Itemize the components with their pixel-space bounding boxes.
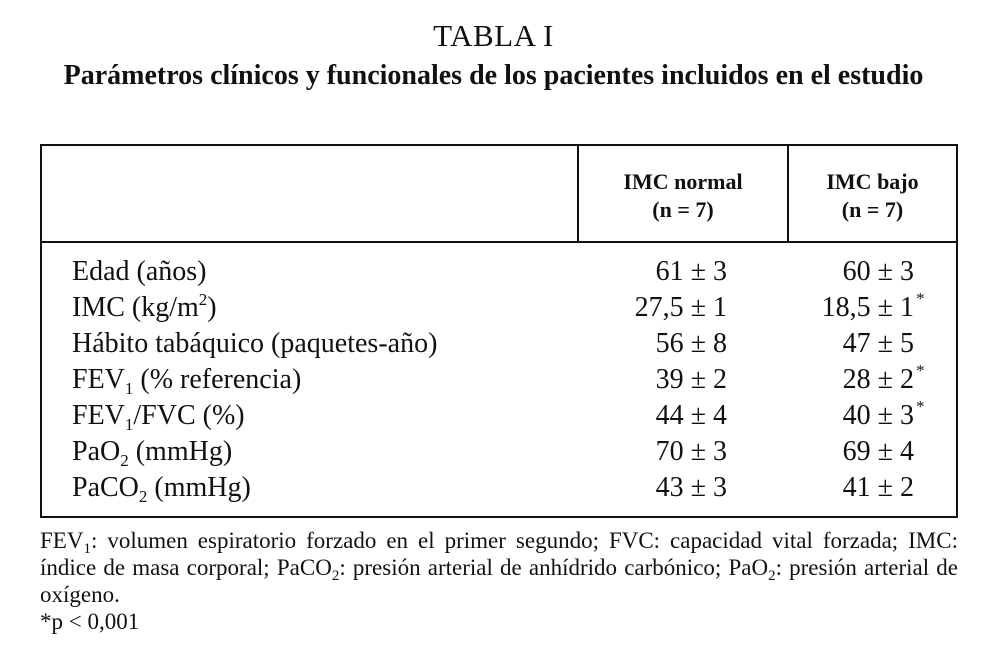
table-body [42,254,956,506]
column-header-n: (n = 7) [841,197,904,222]
table-row [42,326,956,362]
cell-imc-normal: 43 ± 3 [655,472,727,503]
column-header-imc-bajo [789,168,956,224]
cell-imc-bajo [821,289,925,326]
table-title: TABLA I [433,18,554,53]
cell-imc-bajo [843,254,914,290]
cell-imc-normal: 39 ± 2 [655,364,727,395]
header-divider [42,241,956,243]
table-row [42,290,956,326]
cell-imc-normal: 61 ± 3 [655,256,727,287]
cell-imc-bajo [843,470,914,506]
cell-imc-normal: 27,5 ± 1 [634,292,727,323]
cell-value: 28 ± 2 [842,364,914,395]
row-label: PaCO$_2$ (mmHg) [72,472,251,506]
column-header-n: (n = 7) [652,197,714,222]
data-table [40,144,958,518]
table-row [42,254,956,290]
row-label: $FEV_1$/FVC (%) [72,400,245,434]
cell-value: 69 ± 4 [842,436,914,467]
row-label: Hábito tabáquico (paquetes-año) [72,328,438,359]
cell-value: 41 ± 2 [842,472,914,503]
row-label: Edad (años) [72,256,207,287]
cell-value: 18,5 ± 1 [821,292,914,323]
cell-imc-bajo [842,397,925,434]
significance-marker: * [916,397,925,416]
column-header-name: IMC normal [623,169,743,194]
cell-imc-normal: 70 ± 3 [655,436,727,467]
cell-imc-bajo [843,326,914,362]
table-subtitle: Parámetros clínicos y funcionales de los pacientes incluidos en el estudio [63,60,924,91]
abbreviations-note: $FEV_1$: volumen espiratorio forzado en el primer segundo; FVC: capacidad vital forzada; IMC: índice de masa corporal; PaCO$_2$: presión arterial de anhídrido carbónico; PaO$_2$: presión arterial de oxígeno. [40,528,959,607]
cell-imc-bajo [843,434,914,470]
table-row [42,362,956,398]
table-row [42,398,956,434]
row-label: IMC $(kg/m^2)$ [72,290,217,323]
cell-imc-normal: 44 ± 4 [655,400,727,431]
column-header-name: IMC bajo [826,169,919,194]
cell-imc-normal: 56 ± 8 [655,328,727,359]
table-row [42,470,956,506]
table-footnote [40,527,958,635]
cell-value: 47 ± 5 [842,328,914,359]
significance-note: *p < 0,001 [40,609,140,634]
row-label: $FEV_1$ (% referencia) [72,364,302,398]
cell-value: 40 ± 3 [842,400,914,431]
table-row [42,434,956,470]
row-label: PaO$_2$ (mmHg) [72,436,233,470]
cell-imc-bajo [842,361,925,398]
cell-value: 60 ± 3 [842,256,914,287]
significance-marker: * [916,361,925,380]
significance-marker: * [916,289,925,308]
column-header-imc-normal [579,168,787,224]
